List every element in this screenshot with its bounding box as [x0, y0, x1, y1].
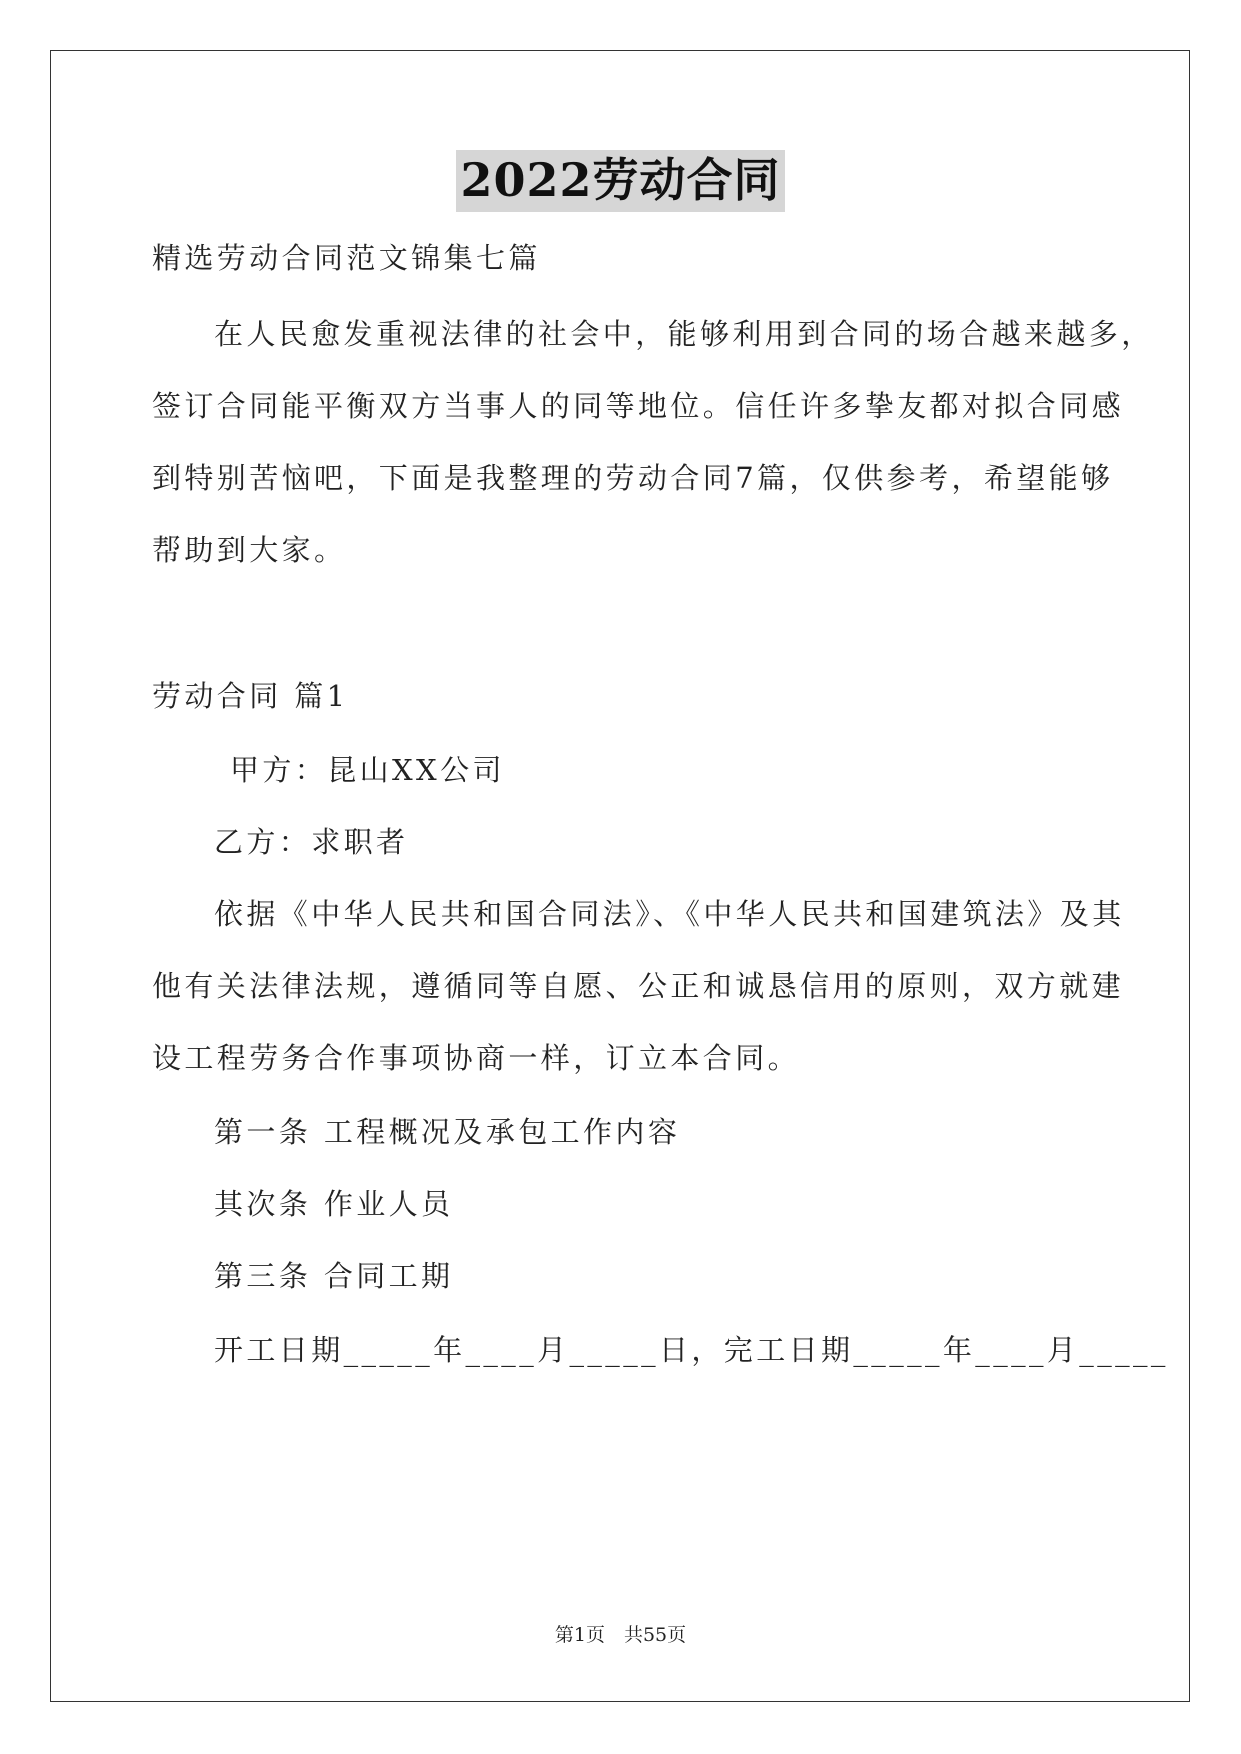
section-heading: 劳动合同 篇1 — [152, 679, 349, 713]
article-2: 其次条 作业人员 — [214, 1187, 454, 1221]
intro-line-3: 到特别苦恼吧，下面是我整理的劳动合同7篇，仅供参考，希望能够 — [152, 461, 1114, 495]
intro-line-2: 签订合同能平衡双方当事人的同等地位。信任许多挚友都对拟合同感 — [152, 389, 1125, 423]
party-b: 乙方：求职者 — [214, 825, 409, 859]
document-title: 2022劳动合同 — [456, 150, 784, 212]
article-1: 第一条 工程概况及承包工作内容 — [214, 1115, 681, 1149]
party-a: 甲方：昆山XX公司 — [230, 753, 505, 787]
dates-line: 开工日期_____年____月_____日，完工日期_____年____月_____ — [214, 1333, 1169, 1367]
intro-line-4: 帮助到大家。 — [152, 533, 347, 567]
basis-line-3: 设工程劳务合作事项协商一样，订立本合同。 — [152, 1041, 801, 1075]
basis-line-1: 依据《中华人民共和国合同法》、《中华人民共和国建筑法》及其 — [214, 897, 1125, 931]
page-footer: 第1页 共55页 — [554, 1624, 687, 1646]
basis-line-2: 他有关法律法规，遵循同等自愿、公正和诚恳信用的原则，双方就建 — [152, 969, 1125, 1003]
article-3: 第三条 合同工期 — [214, 1259, 454, 1293]
subtitle: 精选劳动合同范文锦集七篇 — [152, 241, 541, 275]
page-border — [50, 50, 1190, 1702]
intro-line-1: 在人民愈发重视法律的社会中，能够利用到合同的场合越来越多， — [214, 317, 1154, 351]
title-container — [0, 150, 1241, 212]
